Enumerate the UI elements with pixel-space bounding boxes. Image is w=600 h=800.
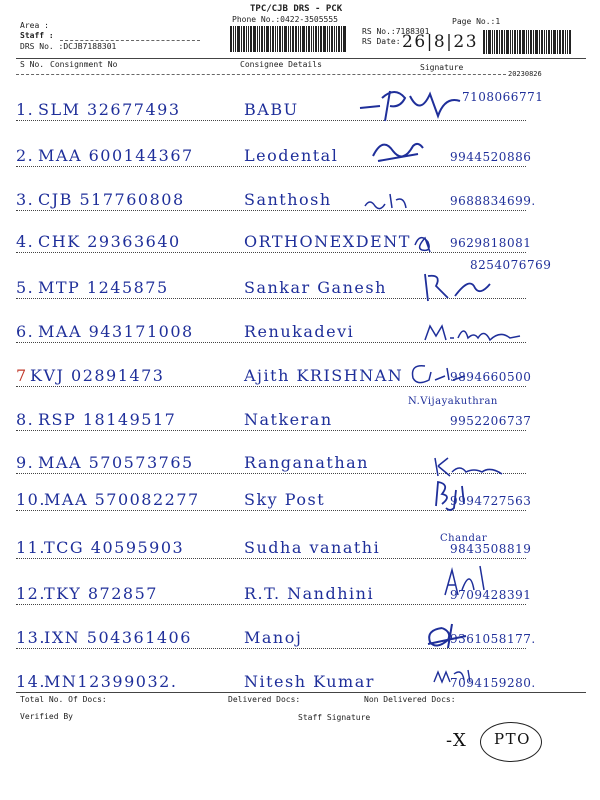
row-dotted-line	[16, 430, 526, 431]
col-sno: S No.	[20, 60, 45, 69]
barcode-bar	[243, 26, 245, 52]
row-number: 11.	[16, 538, 46, 557]
barcode-bar	[275, 26, 276, 52]
barcode-bar	[535, 30, 538, 54]
row-number: 8.	[16, 410, 35, 429]
row-dotted-line	[16, 604, 526, 605]
row8-extra-name: N.Vijayakuthran	[408, 396, 498, 407]
barcode-bar	[343, 26, 346, 52]
row-number: 3.	[16, 190, 35, 209]
barcode-bar	[302, 26, 305, 52]
rs-date-label: RS Date:	[362, 37, 401, 46]
barcode-bar	[272, 26, 274, 52]
barcode-bar	[279, 26, 281, 52]
barcode-bar	[501, 30, 503, 54]
row4-signature	[410, 230, 440, 256]
barcode-bar	[270, 26, 271, 52]
row-number: 9.	[16, 453, 35, 472]
row-dotted-line	[16, 252, 526, 253]
consignment-number: CHK 29363640	[38, 232, 181, 251]
barcode-bar	[257, 26, 258, 52]
barcode-bar	[237, 26, 240, 52]
consignee-phone: 7108066771	[462, 90, 544, 104]
consignment-number: KVJ 02891473	[30, 366, 165, 385]
barcode-bar	[528, 30, 529, 54]
barcode-bar	[559, 30, 561, 54]
drs-number: DRS No. :DCJB7188301	[20, 42, 117, 51]
consignee-name: Sankar Ganesh	[244, 278, 387, 297]
consignee-name: BABU	[244, 100, 299, 119]
barcode-bar	[329, 26, 330, 52]
document-title: TPC/CJB DRS - PCK	[250, 4, 343, 14]
barcode-bar	[551, 30, 552, 54]
consignee-phone: 9894660500	[450, 370, 532, 384]
row7-signature	[405, 358, 475, 388]
barcode-bar	[492, 30, 493, 54]
page-number: Page No.:1	[452, 17, 501, 26]
row-number: 4.	[16, 232, 35, 251]
phone-number: Phone No.:0422-3505555	[232, 15, 338, 24]
barcode-bar	[494, 30, 495, 54]
consignee-phone: 9709428391	[450, 588, 532, 602]
barcode-bar	[526, 30, 527, 54]
consignment-number: IXN 504361406	[44, 628, 192, 647]
barcode-bar	[295, 26, 297, 52]
barcode-bar	[336, 26, 337, 52]
barcode-bar	[292, 26, 294, 52]
row9-signature	[430, 450, 510, 480]
barcode-bar	[315, 26, 317, 52]
consignment-number: CJB 517760808	[38, 190, 185, 209]
staff-signature-label: Staff Signature	[298, 713, 371, 722]
rs-barcode	[483, 30, 583, 54]
row-number: 2.	[16, 146, 35, 165]
barcode-bar	[300, 26, 301, 52]
row-number: 1.	[16, 100, 35, 119]
barcode-bar	[565, 30, 566, 54]
consignee-phone: 9629818081	[450, 236, 532, 250]
consignment-number: TCG 40595903	[44, 538, 185, 557]
barcode-bar	[488, 30, 491, 54]
row-number: 5.	[16, 278, 35, 297]
consignment-number: MN12399032.	[44, 672, 178, 691]
consignee-name: Sky Post	[244, 490, 326, 509]
row-number: 14.	[16, 672, 46, 691]
barcode-bar	[233, 26, 234, 52]
barcode-bar	[553, 30, 556, 54]
row6-signature	[420, 318, 530, 346]
consignee-name: Natkeran	[244, 410, 333, 429]
barcode-bar	[320, 26, 322, 52]
row-dotted-line	[16, 166, 526, 167]
barcode-bar	[546, 30, 547, 54]
consignee-name: Leodental	[244, 146, 339, 165]
verified-by-label: Verified By	[20, 712, 73, 721]
staff-dotted-line	[60, 40, 200, 41]
row2-signature	[368, 136, 428, 166]
barcode-bar	[318, 26, 319, 52]
col-consignment: Consignment No	[50, 60, 118, 69]
col-signature: Signature	[420, 63, 464, 72]
x-mark: -X	[446, 730, 468, 751]
barcode-bar	[230, 26, 232, 52]
barcode-bar	[334, 26, 335, 52]
barcode-bar	[266, 26, 269, 52]
staff-label: Staff :	[20, 31, 54, 40]
row10-signature	[428, 478, 478, 514]
barcode-bar	[341, 26, 342, 52]
row-number: 13.	[16, 628, 46, 647]
consignee-phone: 9952206737	[450, 414, 532, 428]
header-bottom-dots	[16, 74, 506, 75]
barcode-bar	[235, 26, 236, 52]
row1-signature	[350, 86, 470, 126]
consignee-name: Ajith KRISHNAN	[244, 366, 404, 385]
consignee-name: R.T. Nandhini	[244, 584, 375, 603]
barcode-bar	[548, 30, 550, 54]
barcode-bar	[557, 30, 558, 54]
barcode-bar	[519, 30, 521, 54]
barcode-bar	[241, 26, 242, 52]
barcode-bar	[486, 30, 487, 54]
rs-date-value: 26|8|23	[402, 32, 479, 52]
consignee-phone: 9994727563	[450, 494, 532, 508]
barcode-bar	[306, 26, 307, 52]
consignee-name: Manoj	[244, 628, 303, 647]
barcode-bar	[510, 30, 511, 54]
consignee-name: Santhosh	[244, 190, 332, 209]
barcode-bar	[539, 30, 540, 54]
consignee-name: ORTHONEXDENT	[244, 232, 411, 251]
consignment-number: MAA 570573765	[38, 453, 194, 472]
barcode-bar	[331, 26, 333, 52]
barcode-bar	[562, 30, 564, 54]
row-dotted-line	[16, 210, 526, 211]
barcode-bar	[506, 30, 509, 54]
barcode-bar	[569, 30, 571, 54]
barcode-bar	[246, 26, 247, 52]
consignee-phone: 9843508819	[450, 542, 532, 556]
barcode-bar	[533, 30, 534, 54]
consignment-number: MTP 1245875	[38, 278, 169, 297]
footer-rule	[16, 692, 586, 693]
row-number: 12.	[16, 584, 46, 603]
consignment-number: MAA 600144367	[38, 146, 194, 165]
consignee-phone: 8254076769	[470, 258, 552, 272]
rs-number: RS No.:7188301	[362, 27, 430, 36]
barcode-bar	[259, 26, 260, 52]
consignment-number: MAA 943171008	[38, 322, 194, 341]
delivered-docs-label: Delivered Docs:	[228, 695, 301, 704]
consignment-number: SLM 32677493	[38, 100, 181, 119]
header-top-rule	[16, 58, 586, 59]
barcode-bar	[298, 26, 299, 52]
barcode-bar	[253, 26, 256, 52]
barcode-bar	[308, 26, 310, 52]
row-number: 7	[16, 366, 28, 385]
barcode-bar	[496, 30, 498, 54]
drs-barcode	[230, 26, 355, 52]
date-stamp: 20230826	[508, 70, 542, 78]
row3-signature	[360, 186, 420, 216]
row5-signature	[420, 266, 510, 306]
consignee-name: Renukadevi	[244, 322, 355, 341]
barcode-bar	[261, 26, 263, 52]
row12-signature	[440, 560, 500, 600]
consignee-phone: 9944520886	[450, 150, 532, 164]
consignee-phone: 9361058177.	[450, 632, 536, 646]
barcode-bar	[282, 26, 283, 52]
barcode-bar	[264, 26, 265, 52]
row-number: 6.	[16, 322, 35, 341]
consignment-number: MAA 570082277	[44, 490, 200, 509]
non-delivered-docs-label: Non Delivered Docs:	[364, 695, 456, 704]
barcode-bar	[504, 30, 505, 54]
consignee-phone: 7094159280.	[450, 676, 536, 690]
barcode-bar	[517, 30, 518, 54]
row14-signature	[428, 664, 478, 688]
consignee-name: Ranganathan	[244, 453, 369, 472]
barcode-bar	[530, 30, 532, 54]
barcode-bar	[512, 30, 513, 54]
barcode-bar	[567, 30, 568, 54]
barcode-bar	[544, 30, 545, 54]
barcode-bar	[514, 30, 516, 54]
barcode-bar	[522, 30, 525, 54]
row11-extra-note: Chandar	[440, 533, 488, 544]
barcode-bar	[288, 26, 289, 52]
barcode-bar	[250, 26, 252, 52]
barcode-bar	[541, 30, 543, 54]
barcode-bar	[313, 26, 314, 52]
barcode-bar	[290, 26, 291, 52]
barcode-bar	[499, 30, 500, 54]
row-dotted-line	[16, 558, 526, 559]
barcode-bar	[483, 30, 485, 54]
barcode-bar	[338, 26, 340, 52]
barcode-bar	[284, 26, 287, 52]
barcode-bar	[277, 26, 278, 52]
barcode-bar	[311, 26, 312, 52]
pto-text: PTO	[494, 730, 531, 748]
area-label: Area :	[20, 21, 49, 30]
col-consignee: Consignee Details	[240, 60, 322, 69]
barcode-bar	[327, 26, 328, 52]
total-docs-label: Total No. Of Docs:	[20, 695, 107, 704]
barcode-bar	[248, 26, 249, 52]
row-number: 10.	[16, 490, 46, 509]
consignment-number: TKY 872857	[44, 584, 158, 603]
consignee-name: Nitesh Kumar	[244, 672, 375, 691]
row13-signature	[422, 620, 472, 652]
barcode-bar	[323, 26, 326, 52]
consignment-number: RSP 18149517	[38, 410, 177, 429]
consignee-phone: 9688834699.	[450, 194, 536, 208]
consignee-name: Sudha vanathi	[244, 538, 381, 557]
